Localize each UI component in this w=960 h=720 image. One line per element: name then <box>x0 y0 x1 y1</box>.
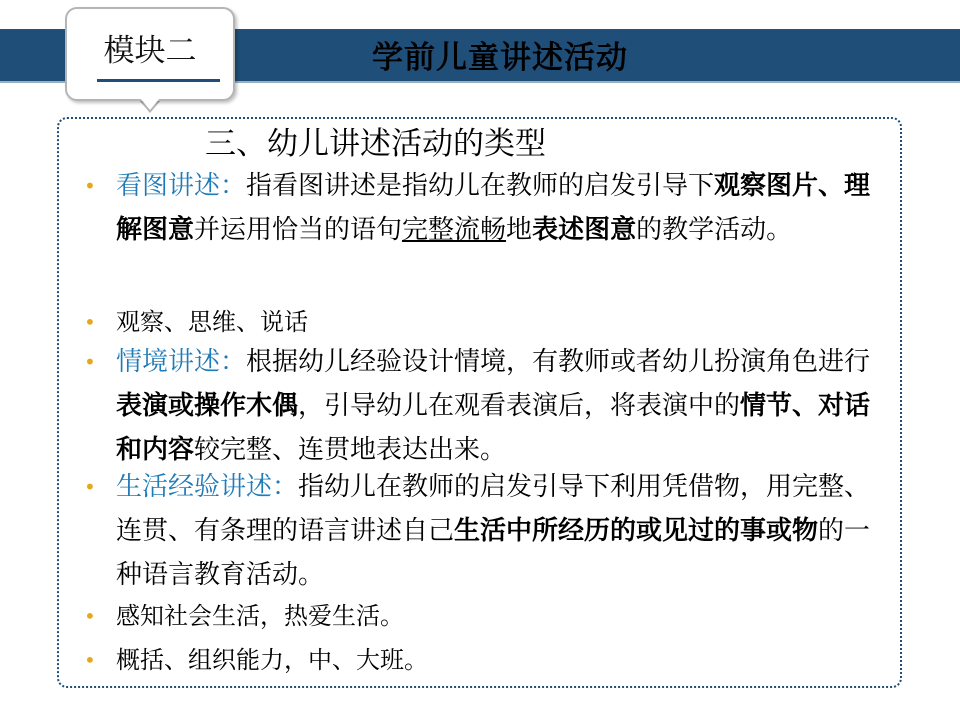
bullet-icon: • <box>84 174 96 198</box>
item-emphasis: 情节、对话和内容 <box>116 391 871 465</box>
section-heading: 三、幼儿讲述活动的类型 <box>205 126 546 162</box>
item-text: ，引导幼儿在观看表演后，将表演中的 <box>298 391 741 421</box>
list-item-note <box>84 638 896 682</box>
callout-tail-fill <box>140 98 160 110</box>
list-item-life-experience-narration <box>84 465 896 597</box>
item-text: 的一种语言教育活动。 <box>116 516 871 590</box>
item-term: 情境讲述： <box>116 347 247 377</box>
item-text: 的教学活动。 <box>636 215 793 245</box>
item-emphasis: 观察图片、理解图意 <box>116 171 871 245</box>
module-callout <box>65 7 235 101</box>
item-term: 看图讲述： <box>116 171 247 201</box>
note-text: 概括、组织能力，中、大班。 <box>116 646 428 674</box>
note-text: 感知社会生活，热爱生活。 <box>116 602 404 630</box>
list-item-note <box>84 594 896 638</box>
item-text: 指幼儿在教师的启发引导下利用凭借物，用完整、连贯、有条理的语言讲述自己 <box>116 472 871 546</box>
list-item-situation-narration <box>84 340 896 472</box>
item-emphasis: 表述图意 <box>532 215 637 245</box>
item-text: 指看图讲述是指幼儿在教师的启发引导下 <box>246 171 715 201</box>
item-text: 地 <box>506 215 533 245</box>
bullet-icon: • <box>84 648 96 672</box>
list-item-note <box>84 300 896 344</box>
list-item-picture-narration <box>84 164 896 252</box>
bullet-icon: • <box>84 604 96 628</box>
item-emphasis: 生活中所经历的或见过的事或物 <box>454 516 819 546</box>
item-text: 根据幼儿经验设计情境，有教师或者幼儿扮演角色进行 <box>246 347 871 377</box>
item-text: 较完整、连贯地表达出来。 <box>194 435 507 465</box>
slide-title: 学前儿童讲述活动 <box>372 40 628 76</box>
item-text: 并运用恰当的语句 <box>194 215 403 245</box>
bullet-icon: • <box>84 310 96 334</box>
module-label: 模块二 <box>103 33 197 69</box>
bullet-icon: • <box>84 350 96 374</box>
item-emphasis: 表演或操作木偶 <box>116 391 299 421</box>
item-term: 生活经验讲述： <box>116 472 299 502</box>
bullet-icon: • <box>84 475 96 499</box>
module-underline <box>97 79 220 82</box>
note-text: 观察、思维、说话 <box>116 308 308 336</box>
item-underlined: 完整流畅 <box>402 215 507 245</box>
